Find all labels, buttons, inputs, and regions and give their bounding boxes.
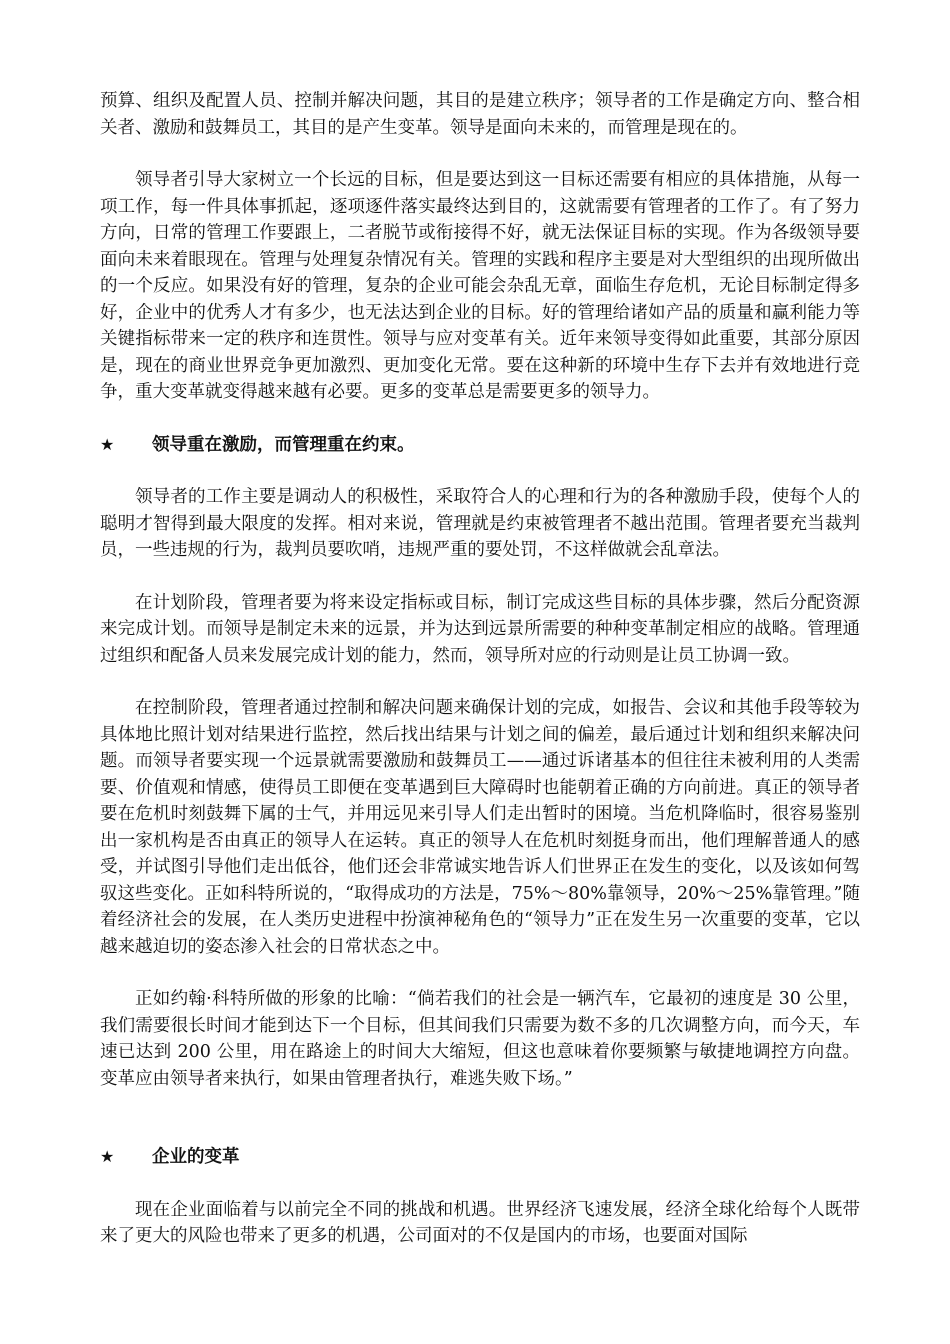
document-page (100, 88, 860, 1276)
paragraph: 在计划阶段，管理者要为将来设定指标或目标，制订完成这些目标的具体步骤，然后分配资源来完成计划。而领导是制定未来的远景，并为达到远景所需要的种种变革制定相应的战略。管理通过组织和配备人员来发展完成计划的能力，然而，领导所对应的行动则是让员工协调一致。 (100, 592, 860, 666)
paragraph: 领导者的工作主要是调动人的积极性，采取符合人的心理和行为的各种激励手段，使每个人的聪明才智得到最大限度的发挥。相对来说，管理就是约束被管理者不越出范围。管理者要充当裁判员，一些违规的行为，裁判员要吹哨，违规严重的要处罚，不这样做就会乱章法。 (100, 487, 860, 560)
section-heading-motivation (100, 432, 860, 459)
section-title: 领导重在激励，而管理重在约束。 (152, 434, 415, 455)
star-icon: ★ (100, 434, 115, 454)
section-heading-enterprise-change (100, 1144, 860, 1171)
section-title: 企业的变革 (152, 1147, 240, 1167)
paragraph: 正如约翰·科特所做的形象的比喻：“倘若我们的社会是一辆汽车，它最初的速度是 30 公里，我们需要很长时间才能到达下一个目标，但其间我们只需要为数不多的几次调整方向，而今天，车速已达到 200 公里，用在路途上的时间大大缩短，但这也意味着你要频繁与敏捷地调控方向盘。变革应由领导者来执行，如果由管理者执行，难逃失败下场。” (100, 989, 860, 1089)
star-icon: ★ (100, 1147, 115, 1166)
paragraph: 领导者引导大家树立一个长远的目标，但是要达到这一目标还需要有相应的具体措施，从每一项工作，每一件具体事抓起，逐项逐件落实最终达到目的，这就需要有管理者的工作了。有了努力方向，日常的管理工作要跟上，二者脱节或衔接得不好，就无法保证目标的实现。作为各级领导要面向未来着眼现在。管理与处理复杂情况有关。管理的实践和程序主要是对大型组织的出现所做出的一个反应。如果没有好的管理，复杂的企业可能会杂乱无章，面临生存危机，无论目标制定得多好，企业中的优秀人才有多少，也无法达到企业的目标。好的管理给诸如产品的质量和赢利能力等关键指标带来一定的秩序和连贯性。领导与应对变革有关。近年来领导变得如此重要，其部分原因是，现在的商业世界竞争更加激烈、更加变化无常。要在这种新的环境中生存下去并有效地进行竞争，重大变革就变得越来越有必要。更多的变革总是需要更多的领导力。 (100, 170, 860, 402)
paragraph-continuation: 预算、组织及配置人员、控制并解决问题，其目的是建立秩序；领导者的工作是确定方向、整合相关者、激励和鼓舞员工，其目的是产生变革。领导是面向未来的，而管理是现在的。 (100, 91, 860, 138)
paragraph: 现在企业面临着与以前完全不同的挑战和机遇。世界经济飞速发展，经济全球化给每个人既带来了更大的风险也带来了更多的机遇，公司面对的不仅是国内的市场，也要面对国际 (100, 1199, 860, 1246)
paragraph: 在控制阶段，管理者通过控制和解决问题来确保计划的完成，如报告、会议和其他手段等较为具体地比照计划对结果进行监控，然后找出结果与计划之间的偏差，最后通过计划和组织来解决问题。而领导者要实现一个远景就需要激励和鼓舞员工——通过诉诸基本的但往往未被利用的人类需要、价值观和情感，使得员工即便在变革遇到巨大障碍时也能朝着正确的方向前进。真正的领导者要在危机时刻鼓舞下属的士气，并用远见来引导人们走出暂时的困境。当危机降临时，很容易鉴别出一家机构是否由真正的领导人在运转。真正的领导人在危机时刻挺身而出，他们理解普通人的感受，并试图引导他们走出低谷，他们还会非常诚实地告诉人们世界正在发生的变化，以及该如何驾驭这些变化。正如科特所说的，“取得成功的方法是，75%～80%靠领导，20%～25%靠管理。”随着经济社会的发展，在人类历史进程中扮演神秘角色的“领导力”正在发生另一次重要的变革，它以越来越迫切的姿态渗入社会的日常状态之中。 (100, 698, 860, 957)
